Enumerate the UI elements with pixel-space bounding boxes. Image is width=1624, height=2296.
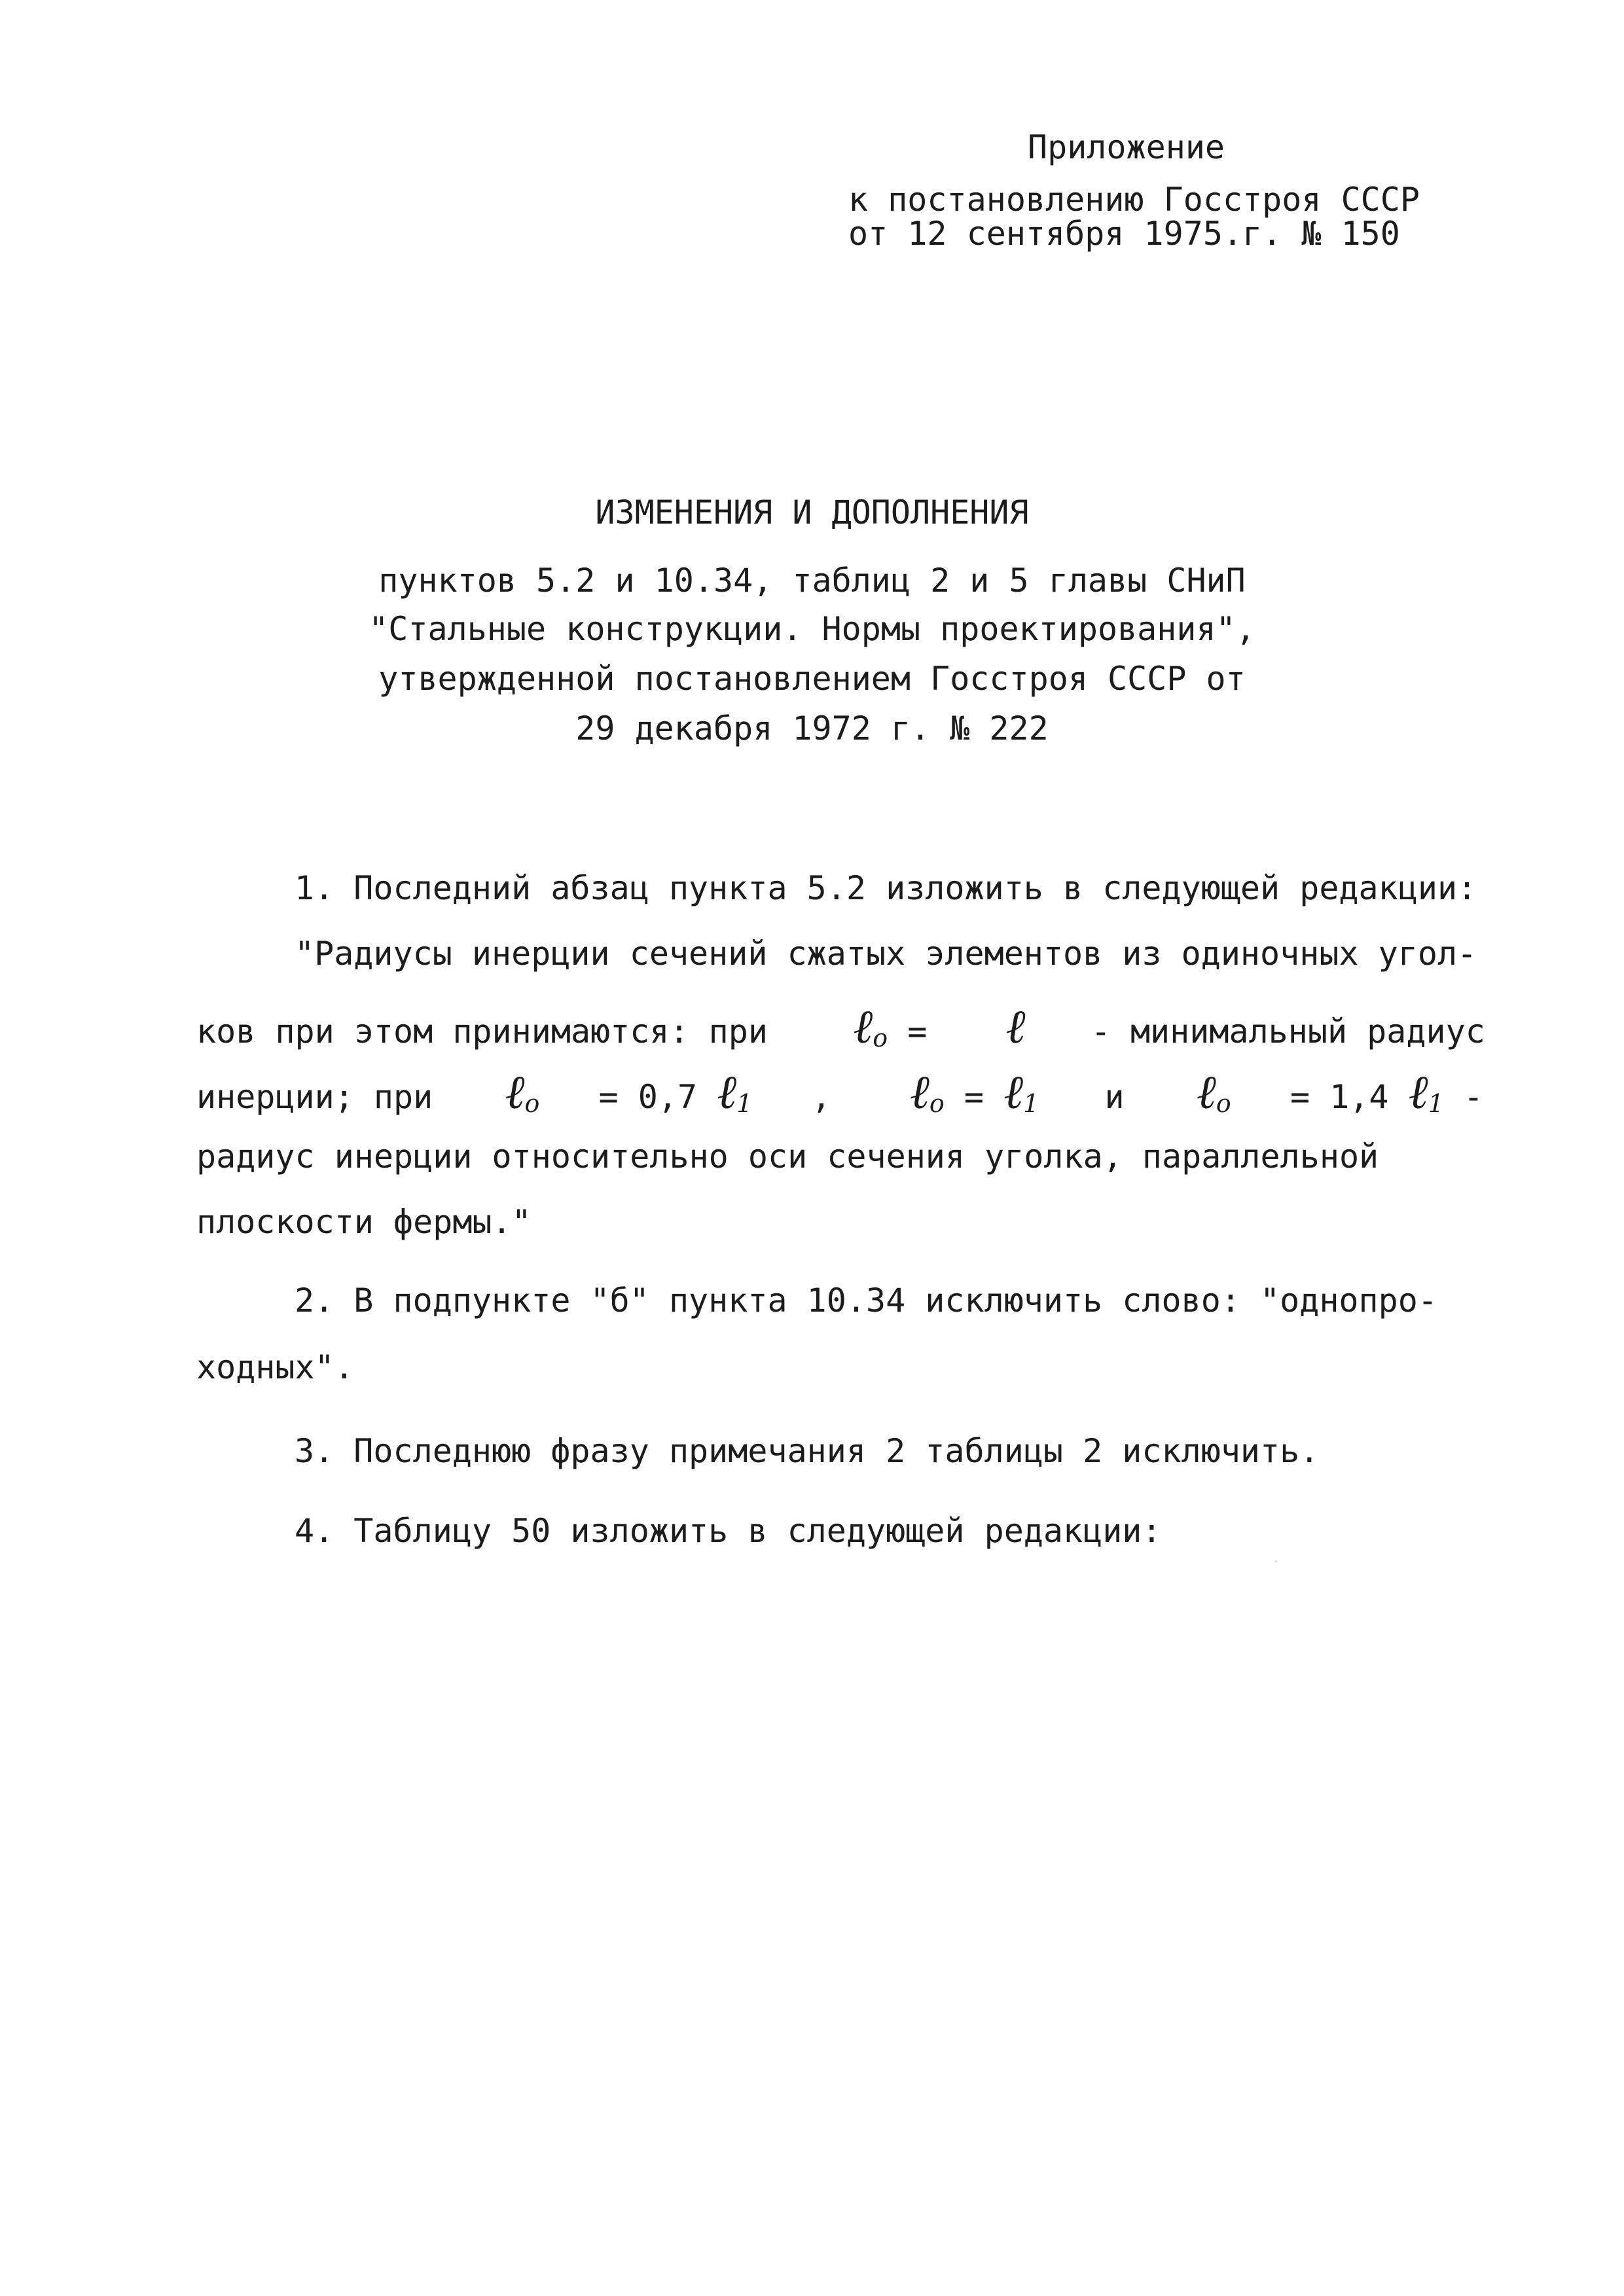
formula-l-o-3: ℓ$_o$ bbox=[909, 1064, 945, 1119]
item-1-quote-line-2-tail: - минимальный радиус bbox=[1091, 1013, 1485, 1050]
formula-coef-07: = 0,7 bbox=[598, 1078, 698, 1116]
item-2-line-1: 2. В подпункте "б" пункта 10.34 исключить слово: "однопро- bbox=[295, 1282, 1437, 1319]
item-1-quote-line-4: радиус инерции относительно оси сечения уголка, параллельной bbox=[196, 1138, 1379, 1175]
item-1-quote-line-1: "Радиусы инерции сечений сжатых элементов из одиночных угол- bbox=[295, 935, 1477, 973]
item-1-quote-line-3-text: инерции; при bbox=[196, 1078, 433, 1116]
document-title: ИЗМЕНЕНИЯ И ДОПОЛНЕНИЯ bbox=[595, 493, 1029, 531]
formula-dash: - bbox=[1463, 1078, 1484, 1116]
formula-equals-2: = bbox=[964, 1078, 984, 1116]
header-appendix-label: Приложение bbox=[1028, 128, 1225, 166]
item-1-quote-line-2-text: ков при этом принимаются: при bbox=[196, 1013, 768, 1050]
scan-speck bbox=[1275, 1560, 1277, 1562]
formula-l-1-2: ℓ$_1$ bbox=[1003, 1064, 1039, 1119]
formula-coef-14: = 1,4 bbox=[1290, 1078, 1389, 1116]
formula-equals: = bbox=[907, 1013, 928, 1050]
item-1-intro: 1. Последний абзац пункта 5.2 изложить в следующей редакции: bbox=[295, 869, 1477, 907]
item-1-quote-line-5: плоскости фермы." bbox=[196, 1203, 532, 1241]
item-4-line-1: 4. Таблицу 50 изложить в следующей редакции: bbox=[295, 1512, 1162, 1550]
document-subtitle-line-2: "Стальные конструкции. Нормы проектирования", bbox=[369, 610, 1255, 648]
document-subtitle-line-1: пунктов 5.2 и 10.34, таблиц 2 и 5 главы СНиП bbox=[378, 562, 1246, 600]
document-subtitle-line-4: 29 декабря 1972 г. № 222 bbox=[575, 709, 1049, 747]
formula-l-o-2: ℓ$_o$ bbox=[505, 1064, 540, 1119]
header-resolution-ref: к постановлению Госстроя СССР bbox=[848, 181, 1420, 219]
item-2-line-2: ходных". bbox=[196, 1348, 354, 1386]
formula-l-1-3: ℓ$_1$ bbox=[1408, 1064, 1444, 1119]
formula-l: ℓ bbox=[1005, 999, 1026, 1054]
formula-and: и bbox=[1104, 1078, 1125, 1116]
formula-comma: , bbox=[811, 1078, 831, 1116]
formula-l-o-4: ℓ$_o$ bbox=[1196, 1064, 1231, 1119]
document-subtitle-line-3: утвержденной постановлением Госстроя СССР от bbox=[378, 660, 1246, 698]
item-3-line-1: 3. Последнюю фразу примечания 2 таблицы 2 исключить. bbox=[295, 1432, 1320, 1470]
formula-l-1: ℓ$_1$ bbox=[717, 1064, 753, 1119]
formula-l-o: ℓ$_o$ bbox=[853, 999, 888, 1054]
item-1-quote-line-2 bbox=[196, 999, 1485, 1054]
item-1-quote-line-3 bbox=[196, 1064, 1484, 1119]
header-resolution-date: от 12 сентября 1975.г. № 150 bbox=[848, 215, 1400, 253]
